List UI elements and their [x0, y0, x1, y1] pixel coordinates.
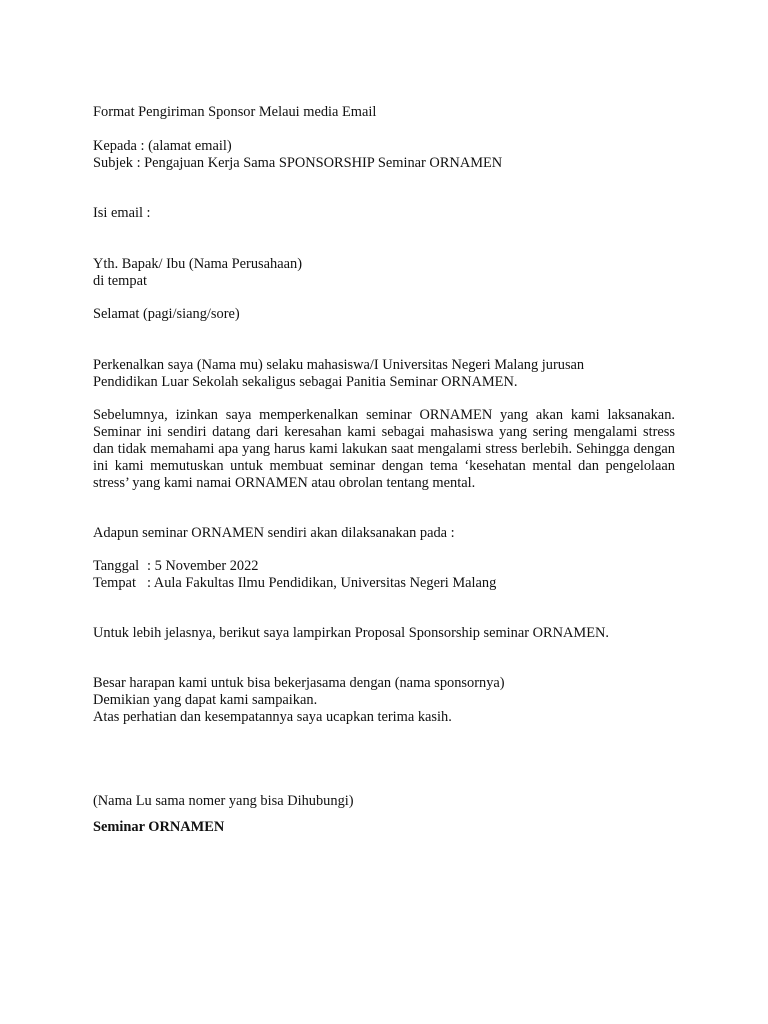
schedule-intro [93, 525, 675, 542]
letter-heading [93, 104, 675, 121]
place-row [93, 575, 675, 592]
place-value: : Aula Fakultas Ilmu Pendidikan, Universitas Negeri Malang [147, 575, 497, 591]
to-line: Kepada : (alamat email) [93, 138, 232, 154]
background-paragraph: Sebelumnya, izinkan saya memperkenalkan seminar ORNAMEN yang akan kami laksanakan. Seminar ini sendiri datang dari keresahan kami sebagai mahasiswa yang sering mengalami stress dan tidak memahami apa yang harus kami lakukan saat mengalami stress berlebih. Sehingga dengan ini kami memutuskan untuk membuat seminar dengan tema ‘kesehatan mental dan pengelolaan stress’ yang kami namai ORNAMEN atau obrolan tentang mental. [93, 407, 675, 491]
date-label: Tanggal [93, 558, 140, 574]
closing-line-1: Besar harapan kami untuk bisa bekerjasama dengan (nama sponsornya) [93, 675, 505, 691]
email-header [93, 138, 675, 172]
greeting [93, 306, 675, 323]
subject-line: Subjek : Pengajuan Kerja Sama SPONSORSHIP Seminar ORNAMEN [93, 155, 503, 171]
schedule-intro-text: Adapun seminar ORNAMEN sendiri akan dilaksanakan pada : [93, 525, 455, 541]
closing-line-2: Demikian yang dapat kami sampaikan. [93, 692, 318, 708]
intro-line-2: Pendidikan Luar Sekolah sekaligus sebagai Panitia Seminar ORNAMEN. [93, 374, 518, 390]
attachment-line: Untuk lebih jelasnya, berikut saya lampirkan Proposal Sponsorship seminar ORNAMEN. [93, 625, 609, 641]
body-label-text: Isi email : [93, 205, 151, 221]
schedule-details [93, 558, 675, 592]
recipient-line-1: Yth. Bapak/ Ibu (Nama Perusahaan) [93, 256, 302, 272]
date-row [93, 558, 675, 575]
date-value: : 5 November 2022 [147, 558, 259, 574]
closing-line-3: Atas perhatian dan kesempatannya saya ucapkan terima kasih. [93, 709, 452, 725]
closing-block [93, 675, 675, 726]
heading-text: Format Pengiriman Sponsor Melaui media Email [93, 104, 377, 120]
body-label [93, 205, 675, 222]
greeting-text: Selamat (pagi/siang/sore) [93, 306, 240, 322]
intro-line-1: Perkenalkan saya (Nama mu) selaku mahasiswa/I Universitas Negeri Malang jurusan [93, 357, 585, 373]
place-label: Tempat [93, 575, 136, 591]
signature-organization [93, 819, 675, 836]
attachment-note [93, 625, 675, 642]
signature-org-text: Seminar ORNAMEN [93, 819, 225, 835]
signature-block [93, 793, 675, 810]
recipient-line-2: di tempat [93, 273, 147, 289]
intro-paragraph [93, 357, 675, 391]
recipient-block [93, 256, 675, 290]
signature-contact: (Nama Lu sama nomer yang bisa Dihubungi) [93, 793, 354, 809]
